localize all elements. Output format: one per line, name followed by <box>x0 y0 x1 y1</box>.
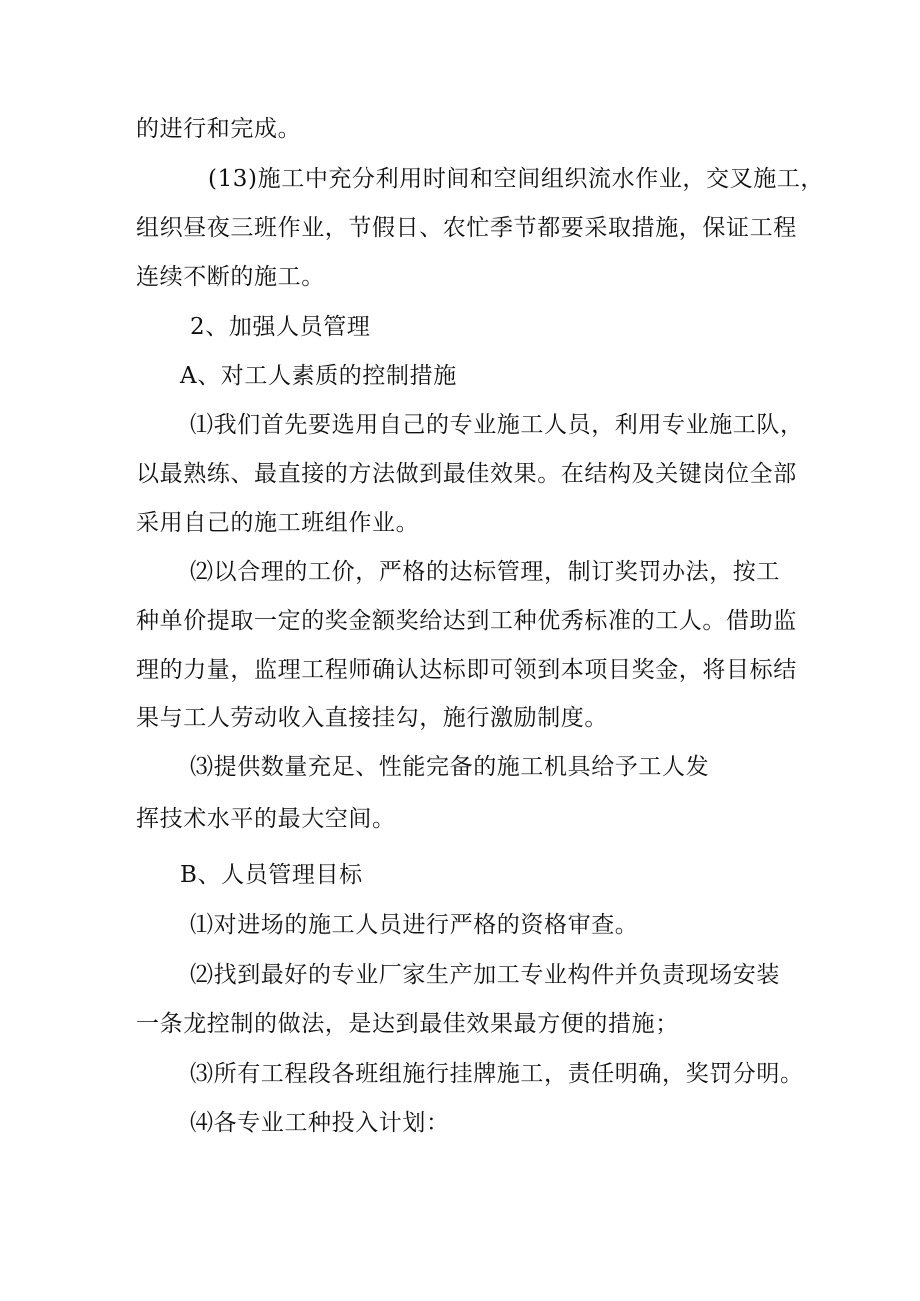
paragraph-line: ⑵找到最好的专业厂家生产加工专业构件并负责现场安装 <box>190 962 780 988</box>
paragraph-line: 的进行和完成。 <box>136 116 302 142</box>
paragraph-line: ⑶所有工程段各班组施行挂牌施工，责任明确，奖罚分明。 <box>190 1061 804 1087</box>
paragraph-line: ⑷各专业工种投入计划： <box>190 1110 450 1136</box>
subsection-heading: B、人员管理目标 <box>180 862 363 888</box>
paragraph-line: 采用自己的施工班组作业。 <box>136 510 420 536</box>
paragraph-line: ⑴对进场的施工人员进行严格的资格审查。 <box>190 912 639 938</box>
paragraph-line: ⑵以合理的工价，严格的达标管理，制订奖罚办法，按工 <box>190 559 780 585</box>
paragraph-line: 连续不断的施工。 <box>136 264 325 290</box>
paragraph-line: 组织昼夜三班作业，节假日、农忙季节都要采取措施，保证工程 <box>136 215 797 241</box>
paragraph-line: ⑶提供数量充足、性能完备的施工机具给予工人发 <box>190 754 710 780</box>
paragraph-line: 以最熟练、最直接的方法做到最佳效果。在结构及关键岗位全部 <box>136 461 797 487</box>
paragraph-line: (13)施工中充分利用时间和空间组织流水作业，交叉施工， <box>208 166 825 192</box>
paragraph-line: 果与工人劳动收入直接挂勾，施行激励制度。 <box>136 705 608 731</box>
paragraph-line: 理的力量，监理工程师确认达标即可领到本项目奖金，将目标结 <box>136 657 797 683</box>
subsection-heading: A、对工人素质的控制措施 <box>180 363 457 389</box>
paragraph-line: 种单价提取一定的奖金额奖给达到工种优秀标准的工人。借助监 <box>136 608 797 634</box>
section-heading: 2、加强人员管理 <box>190 314 371 340</box>
paragraph-line: 挥技术水平的最大空间。 <box>136 806 396 832</box>
paragraph-line: ⑴我们首先要选用自己的专业施工人员，利用专业施工队， <box>190 412 804 438</box>
paragraph-line: 一条龙控制的做法，是达到最佳效果最方便的措施； <box>136 1011 679 1037</box>
